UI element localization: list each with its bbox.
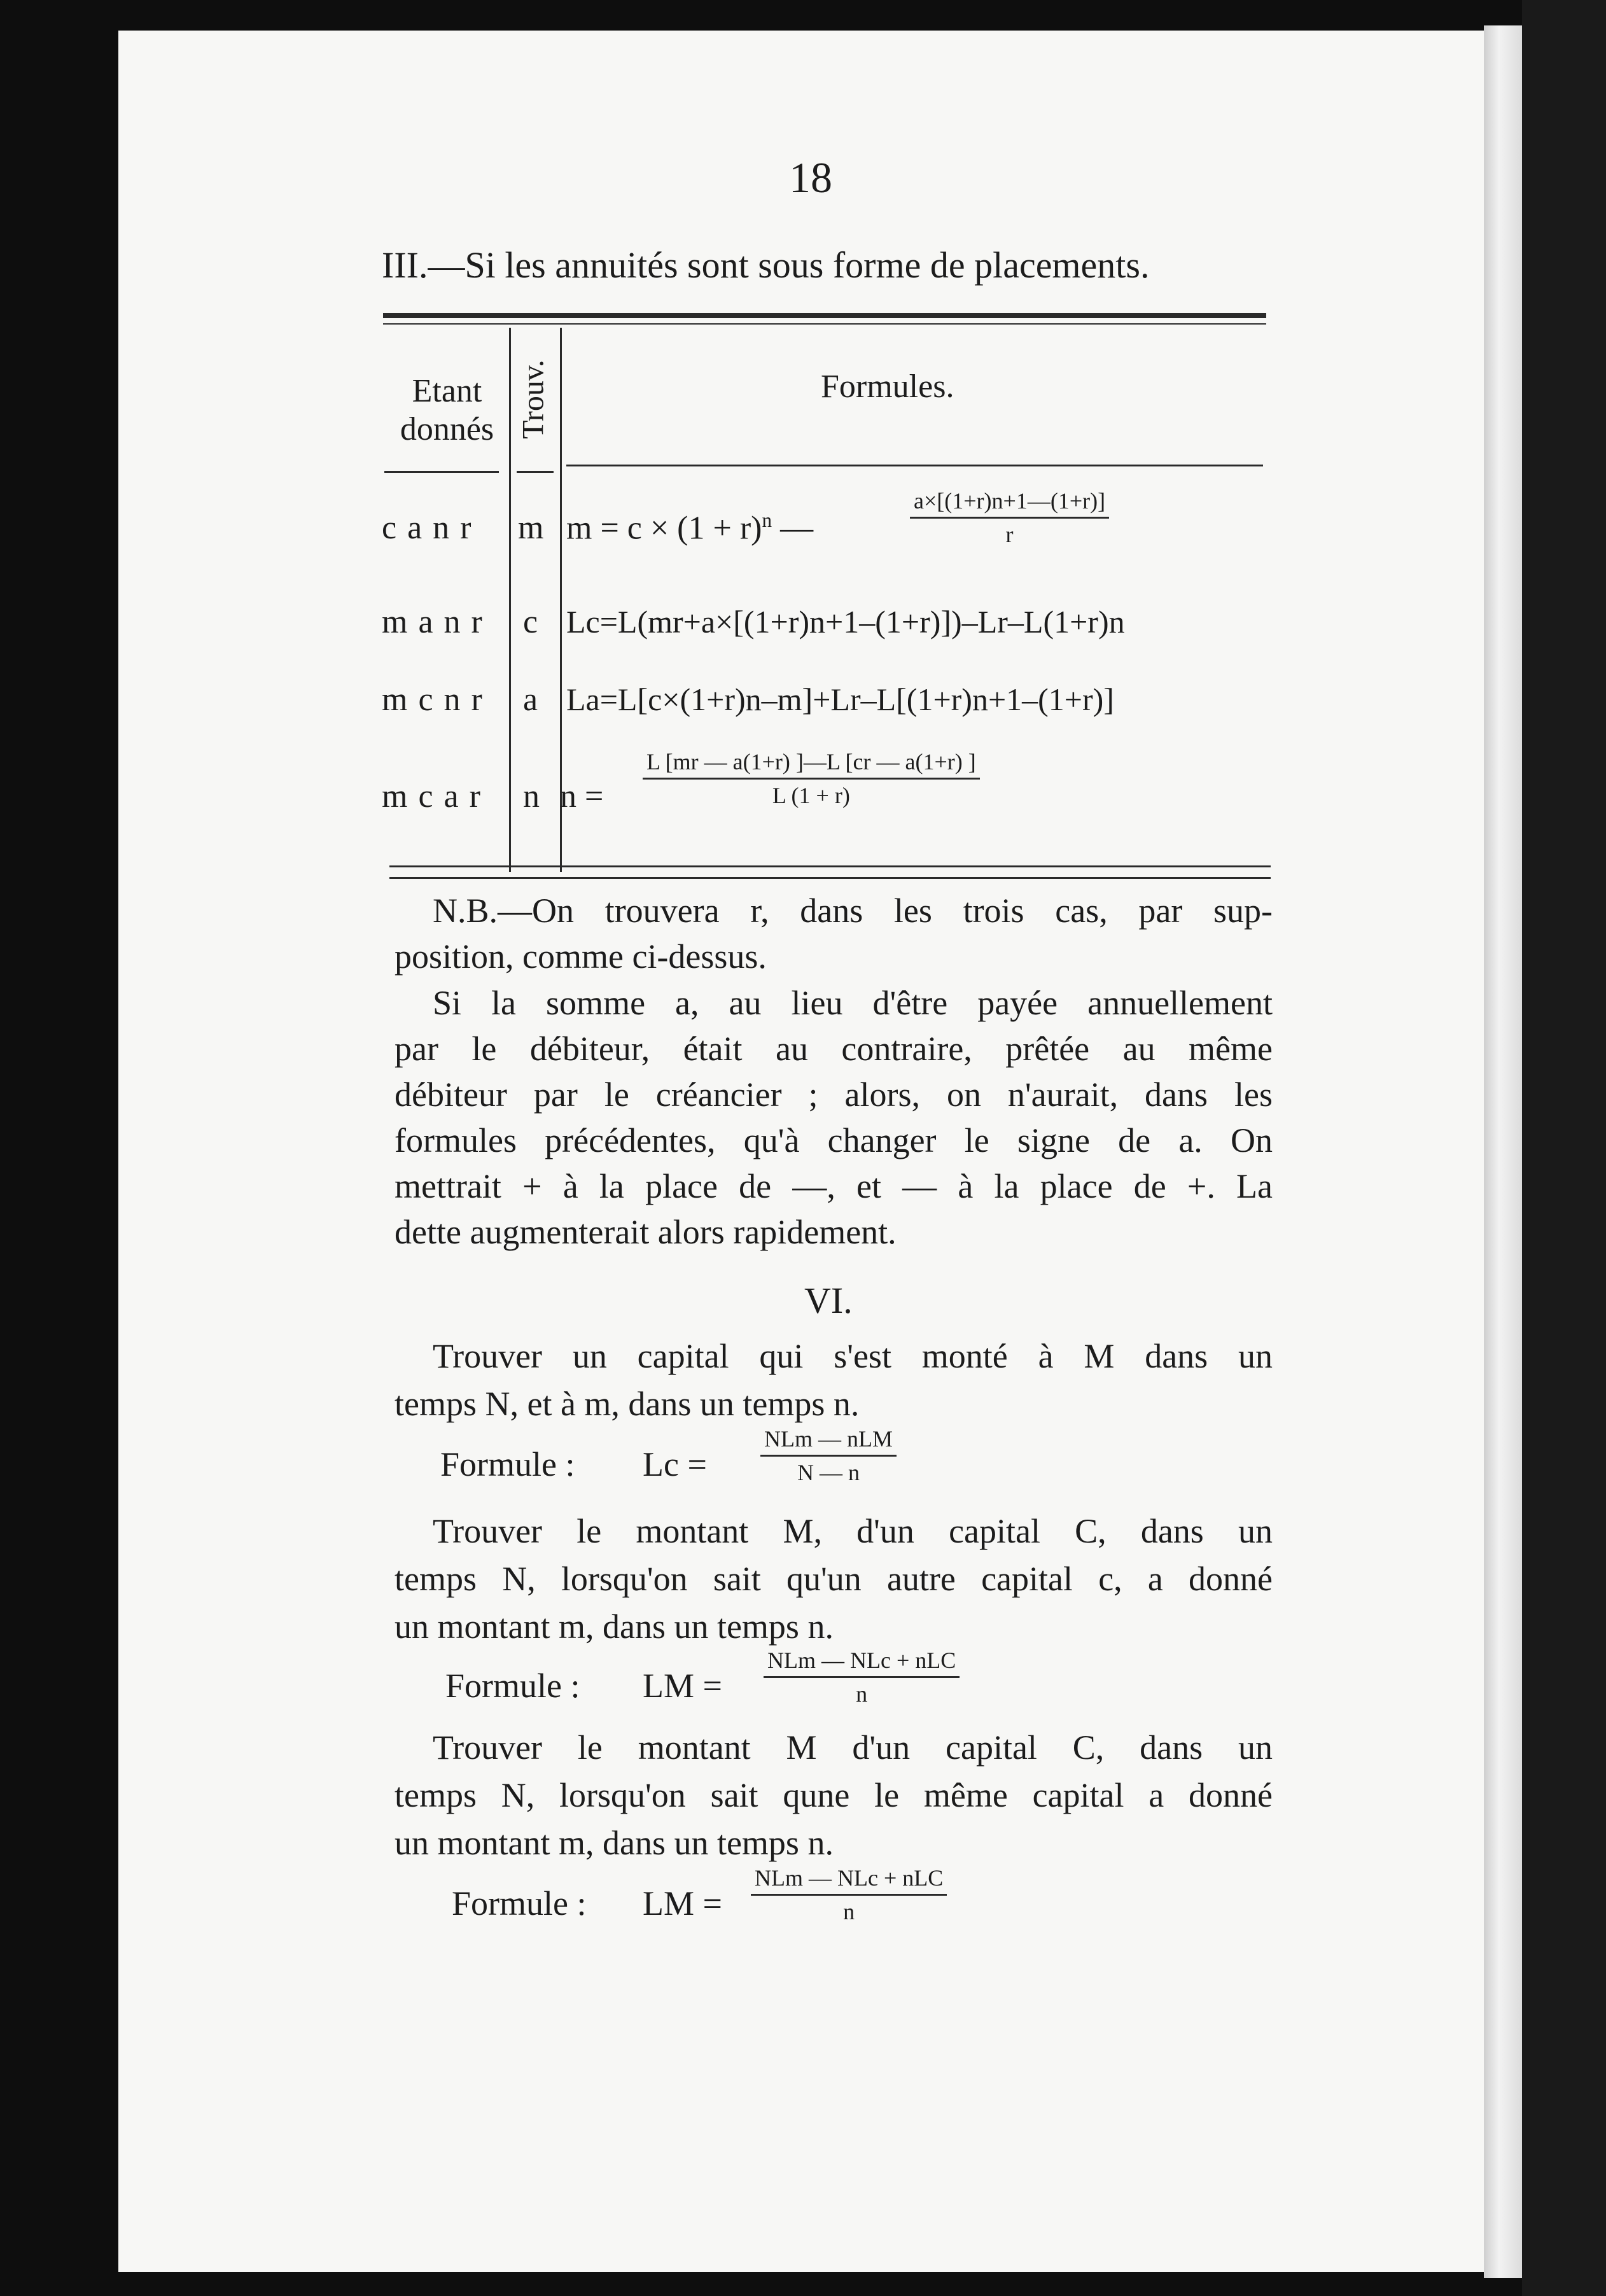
formula-lhs: LM = (643, 1667, 722, 1705)
problem-line: Trouver le montant M, d'un capital C, dans un (433, 1512, 1273, 1550)
problem-line: un montant m, dans un temps n. (395, 1824, 834, 1862)
problem-line: un montant m, dans un temps n. (395, 1607, 834, 1646)
paragraph-line: par le débiteur, était au contraire, prêtée au même (395, 1030, 1273, 1068)
table-bottom-rule (389, 865, 1271, 867)
problem-line: temps N, et à m, dans un temps n. (395, 1385, 860, 1423)
nb-line: N.B.—On trouvera r, dans les trois cas, par sup- (433, 892, 1273, 930)
formula-fraction: NLm — nLM N — n (760, 1425, 897, 1486)
page-number: 18 (789, 153, 832, 202)
row-found: c (523, 604, 540, 640)
formula-label: Formule : (452, 1884, 587, 1922)
formula-lhs: Lc = (643, 1445, 707, 1483)
scan-margin (1522, 0, 1606, 2296)
paragraph-line: débiteur par le créancier ; alors, on n'aurait, dans les (395, 1075, 1273, 1114)
row-found: n (523, 778, 541, 815)
problem-line: temps N, lorsqu'on sait qune le même capital a donné (395, 1776, 1273, 1814)
header-formulas: Formules. (821, 368, 954, 405)
row-found: m (518, 510, 545, 546)
header-given: Etant donnés (400, 373, 494, 447)
paragraph-line: Si la somme a, au lieu d'être payée annuellement (433, 984, 1273, 1022)
page-edge (1484, 25, 1522, 2278)
paragraph-line: mettrait + à la place de —, et — à la place de +. La (395, 1167, 1273, 1205)
formula-n-lhs: n = (560, 778, 604, 815)
problem-line: Trouver un capital qui s'est monté à M dans un (433, 1337, 1273, 1375)
paragraph-line: dette augmenterait alors rapidement. (395, 1213, 897, 1251)
header-rule (384, 471, 499, 473)
formula-fraction: NLm — NLc + nLC n (764, 1647, 960, 1707)
column-divider (509, 328, 511, 872)
formula-m-fraction: $\frac{a\times[(1+r)n+1—(1+r)]}{r}$ (910, 487, 1109, 548)
row-given: c a n r (382, 510, 473, 546)
problem-line: Trouver le montant M d'un capital C, dans un (433, 1728, 1273, 1767)
formula-c: Lc=L(mr+a×[(1+r)n+1–(1+r)])–Lr–L(1+r)n (566, 604, 1125, 640)
table-top-rule-2 (383, 323, 1266, 325)
header-rule (517, 471, 554, 473)
formula-a: La=L[c×(1+r)n–m]+Lr–L[(1+r)n+1–(1+r)] (566, 682, 1114, 717)
formula-label: Formule : (440, 1445, 575, 1483)
formula-label: Formule : (445, 1667, 580, 1705)
row-given: m c a r (382, 778, 482, 815)
table-top-rule (383, 313, 1266, 318)
header-rule (566, 465, 1263, 466)
formula-m: $m = c \times (1 + r)^n$ — (566, 509, 814, 547)
formula-lhs: LM = (643, 1884, 722, 1922)
header-found: Trouv. (516, 360, 550, 439)
section-heading: III.—Si les annuités sont sous forme de placements. (382, 244, 1150, 286)
row-given: m c n r (382, 682, 484, 718)
paragraph-line: formules précédentes, qu'à changer le signe de a. On (395, 1121, 1273, 1159)
row-given: m a n r (382, 604, 484, 640)
formula-n-fraction: $\frac{L [mr — a(1+r) ]—L [cr — a(1+r) ]}{L (1 + r)}$ (643, 748, 980, 809)
row-found: a (523, 682, 540, 718)
formula-fraction: NLm — NLc + nLC n (751, 1865, 947, 1925)
nb-line: position, comme ci-dessus. (395, 937, 767, 976)
section-number: VI. (804, 1280, 853, 1321)
problem-line: temps N, lorsqu'on sait qu'un autre capital c, a donné (395, 1560, 1273, 1598)
table-bottom-rule (389, 877, 1271, 879)
